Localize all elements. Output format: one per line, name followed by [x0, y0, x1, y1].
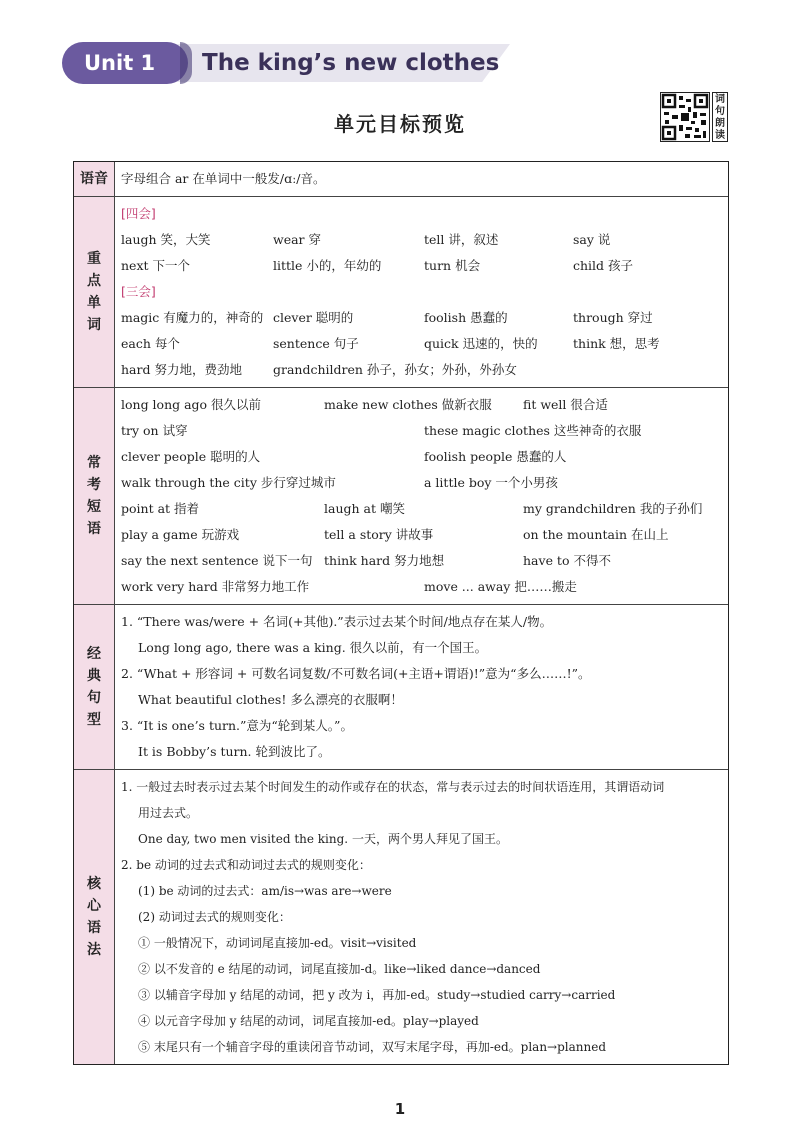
- phrase-line: say the next sentence 说下一句 think hard 努力地想 have to 不得不: [121, 553, 611, 568]
- sentences-row: [74, 604, 728, 769]
- page-title: 单元目标预览: [334, 112, 466, 136]
- unit-title: The king’s new clothes: [202, 50, 500, 76]
- grammar-row: [74, 769, 728, 1064]
- vocab-row: [74, 196, 728, 387]
- page-number: 1: [394, 1100, 406, 1118]
- phrase-line: work very hard 非常努力地工作 move ... away 把……搬走: [121, 579, 577, 594]
- grammar-example: One day, two men visited the king. 一天，两个男人拜见了国王。: [138, 832, 508, 846]
- grammar-rule: ② 以不发音的 e 结尾的动词，词尾直接加-d。like→liked dance→danced: [138, 962, 541, 976]
- unit-label: Unit 1: [62, 42, 188, 84]
- vocab-line: next 下一个 little 小的，年幼的 turn 机会 child 孩子: [121, 258, 634, 273]
- sentence-example: Long long ago, there was a king. 很久以前，有一个国王。: [138, 640, 488, 655]
- vocab-line: magic 有魔力的，神奇的 clever 聪明的 foolish 愚蠢的 through 穿过: [121, 310, 653, 325]
- grammar-rule: ③ 以辅音字母加 y 结尾的动词，把 y 改为 i，再加-ed。study→studied carry→carried: [138, 988, 616, 1002]
- phonics-text: 字母组合 ar 在单词中一般发/ɑː/音。: [121, 171, 326, 186]
- sentences-head: 经典句型: [74, 605, 115, 769]
- unit-banner: [62, 42, 510, 84]
- grammar-rule: ① 一般情况下，动词词尾直接加-ed。visit→visited: [138, 936, 417, 950]
- phrase-line: walk through the city 步行穿过城市 a little boy 一个小男孩: [121, 475, 558, 490]
- phrase-line: long long ago 很久以前 make new clothes 做新衣服 fit well 很合适: [121, 397, 608, 412]
- qr-code-icon[interactable]: [660, 92, 710, 142]
- grammar-rule: ④ 以元音字母加 y 结尾的动词，词尾直接加-ed。play→played: [138, 1014, 479, 1028]
- phrases-row: [74, 387, 728, 604]
- vocab-head: 重点单词: [74, 197, 115, 387]
- grammar-line: 1. 一般过去时表示过去某个时间发生的动作或存在的状态，常与表示过去的时间状语连用，其谓语动词: [121, 780, 665, 794]
- phonics-head: 语音: [74, 162, 115, 196]
- grammar-line: (1) be 动词的过去式：am/is→was are→were: [138, 884, 392, 898]
- phonics-row: [74, 162, 728, 196]
- phrases-head: 常考短语: [74, 388, 115, 604]
- sentence-example: What beautiful clothes! 多么漂亮的衣服啊！: [138, 692, 403, 707]
- sentence-example: It is Bobby’s turn. 轮到波比了。: [138, 744, 331, 759]
- sentence-line: 2. “What + 形容词 + 可数名词复数/不可数名词(+主语+谓语)!”意为“多么……!”。: [121, 666, 591, 681]
- grammar-head: 核心语法: [74, 770, 115, 1064]
- three-skills-label: [三会]: [121, 284, 156, 299]
- grammar-rule: ⑤ 末尾只有一个辅音字母的重读闭音节动词，双写末尾字母，再加-ed。plan→planned: [138, 1040, 607, 1054]
- qr-label: 词句朗读: [712, 92, 728, 142]
- grammar-line: (2) 动词过去式的规则变化：: [138, 910, 291, 924]
- grammar-line: 用过去式。: [138, 806, 199, 820]
- vocab-line: each 每个 sentence 句子 quick 迅速的，快的 think 想，思考: [121, 336, 660, 351]
- sentence-line: 3. “It is one’s turn.”意为“轮到某人。”。: [121, 718, 353, 733]
- phrase-line: try on 试穿 these magic clothes 这些神奇的衣服: [121, 423, 642, 438]
- unit-goals-table: [73, 161, 729, 1065]
- phrase-line: point at 指着 laugh at 嘲笑 my grandchildren 我的子孙们: [121, 501, 703, 516]
- four-skills-label: [四会]: [121, 206, 156, 221]
- grammar-line: 2. be 动词的过去式和动词过去式的规则变化：: [121, 858, 371, 872]
- phrase-line: clever people 聪明的人 foolish people 愚蠢的人: [121, 449, 567, 464]
- vocab-line: laugh 笑，大笑 wear 穿 tell 讲，叙述 say 说: [121, 232, 611, 247]
- phrase-line: play a game 玩游戏 tell a story 讲故事 on the mountain 在山上: [121, 527, 669, 542]
- vocab-line: hard 努力地，费劲地 grandchildren 孙子，孙女；外孙，外孙女: [121, 362, 517, 377]
- sentence-line: 1. “There was/were + 名词(+其他).”表示过去某个时间/地点存在某人/物。: [121, 614, 553, 629]
